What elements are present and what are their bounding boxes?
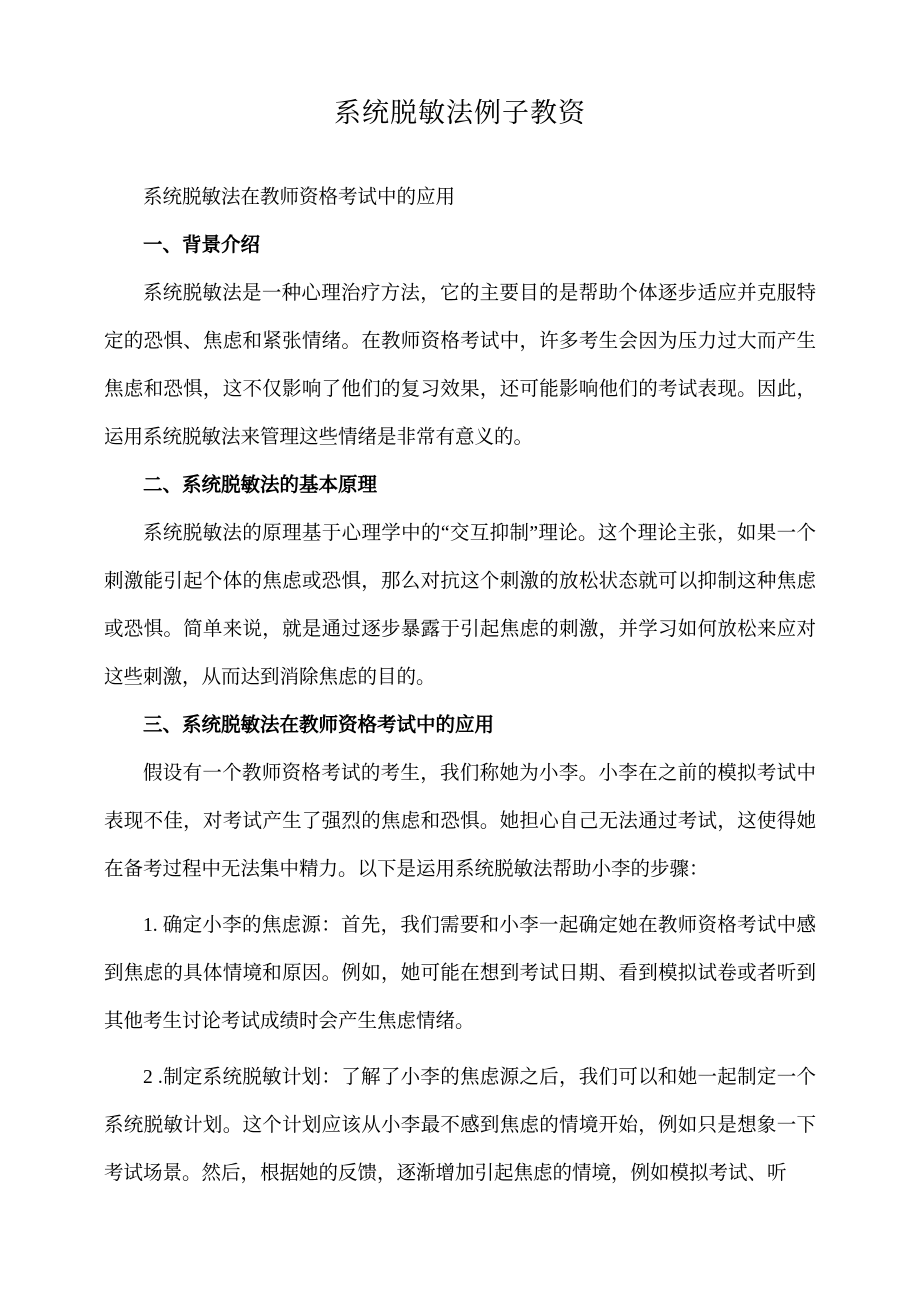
intro-line: 系统脱敏法在教师资格考试中的应用 <box>143 187 456 208</box>
numbered-step-1: 1. 确定小李的焦虑源：首先，我们需要和小李一起确定她在教师资格考试中感到焦虑的具体情境和原因。例如，她可能在想到考试日期、看到模拟试卷或者听到其他考生讨论考试成绩时会产生焦虑情绪。 <box>104 915 816 1032</box>
section-heading-1: 一、背景介绍 <box>143 235 261 256</box>
body-paragraph-3: 假设有一个教师资格考试的考生，我们称她为小李。小李在之前的模拟考试中表现不佳，对考试产生了强烈的焦虑和恐惧。她担心自己无法通过考试，这使得她在备考过程中无法集中精力。以下是运用系统脱敏法帮助小李的步骤： <box>104 763 816 880</box>
body-paragraph-2: 系统脱敏法的原理基于心理学中的“交互抑制”理论。这个理论主张，如果一个刺激能引起个体的焦虑或恐惧，那么对抗这个刺激的放松状态就可以抑制这种焦虑或恐惧。简单来说，就是通过逐步暴露于引起焦虑的刺激，并学习如何放松来应对这些刺激，从而达到消除焦虑的目的。 <box>104 523 816 688</box>
numbered-step-2: 2 .制定系统脱敏计划：了解了小李的焦虑源之后，我们可以和她一起制定一个系统脱敏计划。这个计划应该从小李最不感到焦虑的情境开始，例如只是想象一下考试场景。然后，根据她的反馈，逐渐增加引起焦虑的情境，例如模拟考试、听 <box>104 1067 816 1184</box>
section-heading-3: 三、系统脱敏法在教师资格考试中的应用 <box>143 715 495 736</box>
body-paragraph-1: 系统脱敏法是一种心理治疗方法，它的主要目的是帮助个体逐步适应并克服特定的恐惧、焦虑和紧张情绪。在教师资格考试中，许多考生会因为压力过大而产生焦虑和恐惧，这不仅影响了他们的复习效果，还可能影响他们的考试表现。因此，运用系统脱敏法来管理这些情绪是非常有意义的。 <box>104 283 816 448</box>
document-title: 系统脱敏法例子教资 <box>334 98 586 128</box>
section-heading-2: 二、系统脱敏法的基本原理 <box>143 475 378 496</box>
